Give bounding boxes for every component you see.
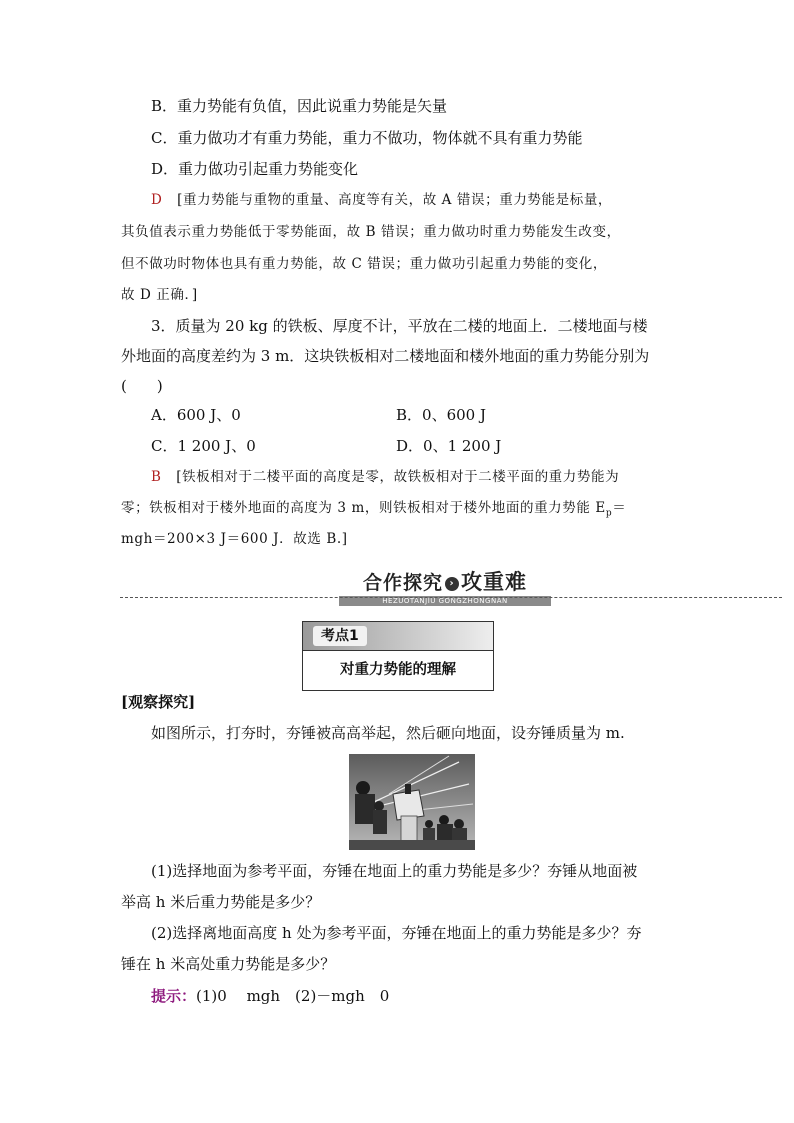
q2-option-b: B．重力势能有负值，因此说重力势能是矢量 [151, 97, 448, 115]
kaodian-title: 对重力势能的理解 [340, 661, 456, 678]
q3-equals: ＝ [612, 500, 627, 516]
kaodian-box [302, 621, 494, 691]
q2-explanation-1: [重力势能与重物的重量、高度等有关，故 A 错误；重力势能是标量， [177, 192, 613, 208]
q2-answer-letter: D [151, 192, 163, 208]
q3-stem-1: 3．质量为 20 kg 的铁板、厚度不计，平放在二楼的地面上．二楼地面与楼 [151, 317, 648, 335]
subq1-line-2: 举高 h 米后重力势能是多少？ [121, 893, 321, 911]
kaodian-tag-bar [303, 622, 493, 651]
observe-label: [观察探究] [121, 693, 196, 711]
banner-title-part2: 攻重难 [461, 570, 527, 594]
q3-option-a: A．600 J、0 [151, 406, 241, 424]
q3-subscript-p: p [605, 508, 613, 519]
banner-subtitle: HEZUOTANJIU GONGZHONGNAN [339, 596, 551, 606]
section-divider [120, 597, 782, 598]
banner-title [330, 566, 560, 596]
q2-explanation-2: 其负值表示重力势能低于零势能面，故 B 错误；重力做功时重力势能发生改变， [121, 224, 621, 240]
q3-explanation-3: mgh＝200×3 J＝600 J．故选 B.] [121, 531, 348, 547]
q3-explanation-1: [铁板相对于二楼平面的高度是零，故铁板相对于二楼平面的重力势能为 [176, 469, 620, 485]
subq2-line-1: (2)选择离地面高度 h 处为参考平面，夯锤在地面上的重力势能是多少？夯 [151, 924, 642, 942]
q2-option-c: C．重力做功才有重力势能，重力不做功，物体就不具有重力势能 [151, 129, 583, 147]
hint-text: (1)0 mgh (2)－mgh 0 [196, 987, 390, 1005]
hint-line [151, 985, 389, 1007]
q3-option-b: B．0、600 J [396, 406, 486, 424]
banner-title-part1: 合作探究 [362, 572, 443, 594]
q3-answer-letter: B [151, 469, 162, 485]
kaodian-tag: 考点1 [313, 626, 367, 646]
tamping-photo-image [349, 754, 475, 850]
q3-explanation-2 [121, 497, 626, 525]
hint-label: 提示： [151, 987, 197, 1005]
section-banner [330, 566, 560, 606]
q3-answer-line-1 [151, 466, 619, 488]
arrow-icon: › [445, 577, 459, 591]
q2-explanation-3: 但不做功时物体也具有重力势能，故 C 错误；重力做功引起重力势能的变化， [121, 256, 608, 272]
q3-stem-2: 外地面的高度差约为 3 m．这块铁板相对二楼地面和楼外地面的重力势能分别为 [121, 347, 650, 365]
subq1-line-1: (1)选择地面为参考平面，夯锤在地面上的重力势能是多少？夯锤从地面被 [151, 862, 638, 880]
tamping-photo [349, 754, 475, 850]
subq2-line-2: 锤在 h 米高处重力势能是多少？ [121, 955, 336, 973]
q2-option-d: D．重力做功引起重力势能变化 [151, 160, 359, 178]
q2-answer-line-1 [151, 189, 612, 211]
q3-option-c: C．1 200 J、0 [151, 437, 256, 455]
observe-intro: 如图所示，打夯时，夯锤被高高举起，然后砸向地面，设夯锤质量为 m. [151, 724, 625, 742]
q2-explanation-4: 故 D 正确．] [121, 287, 198, 303]
q3-stem-3: ( ) [121, 377, 163, 395]
q3-explanation-2-text: 零；铁板相对于楼外地面的高度为 3 m，则铁板相对于楼外地面的重力势能 E [121, 500, 606, 516]
q3-option-d: D．0、1 200 J [396, 437, 502, 455]
